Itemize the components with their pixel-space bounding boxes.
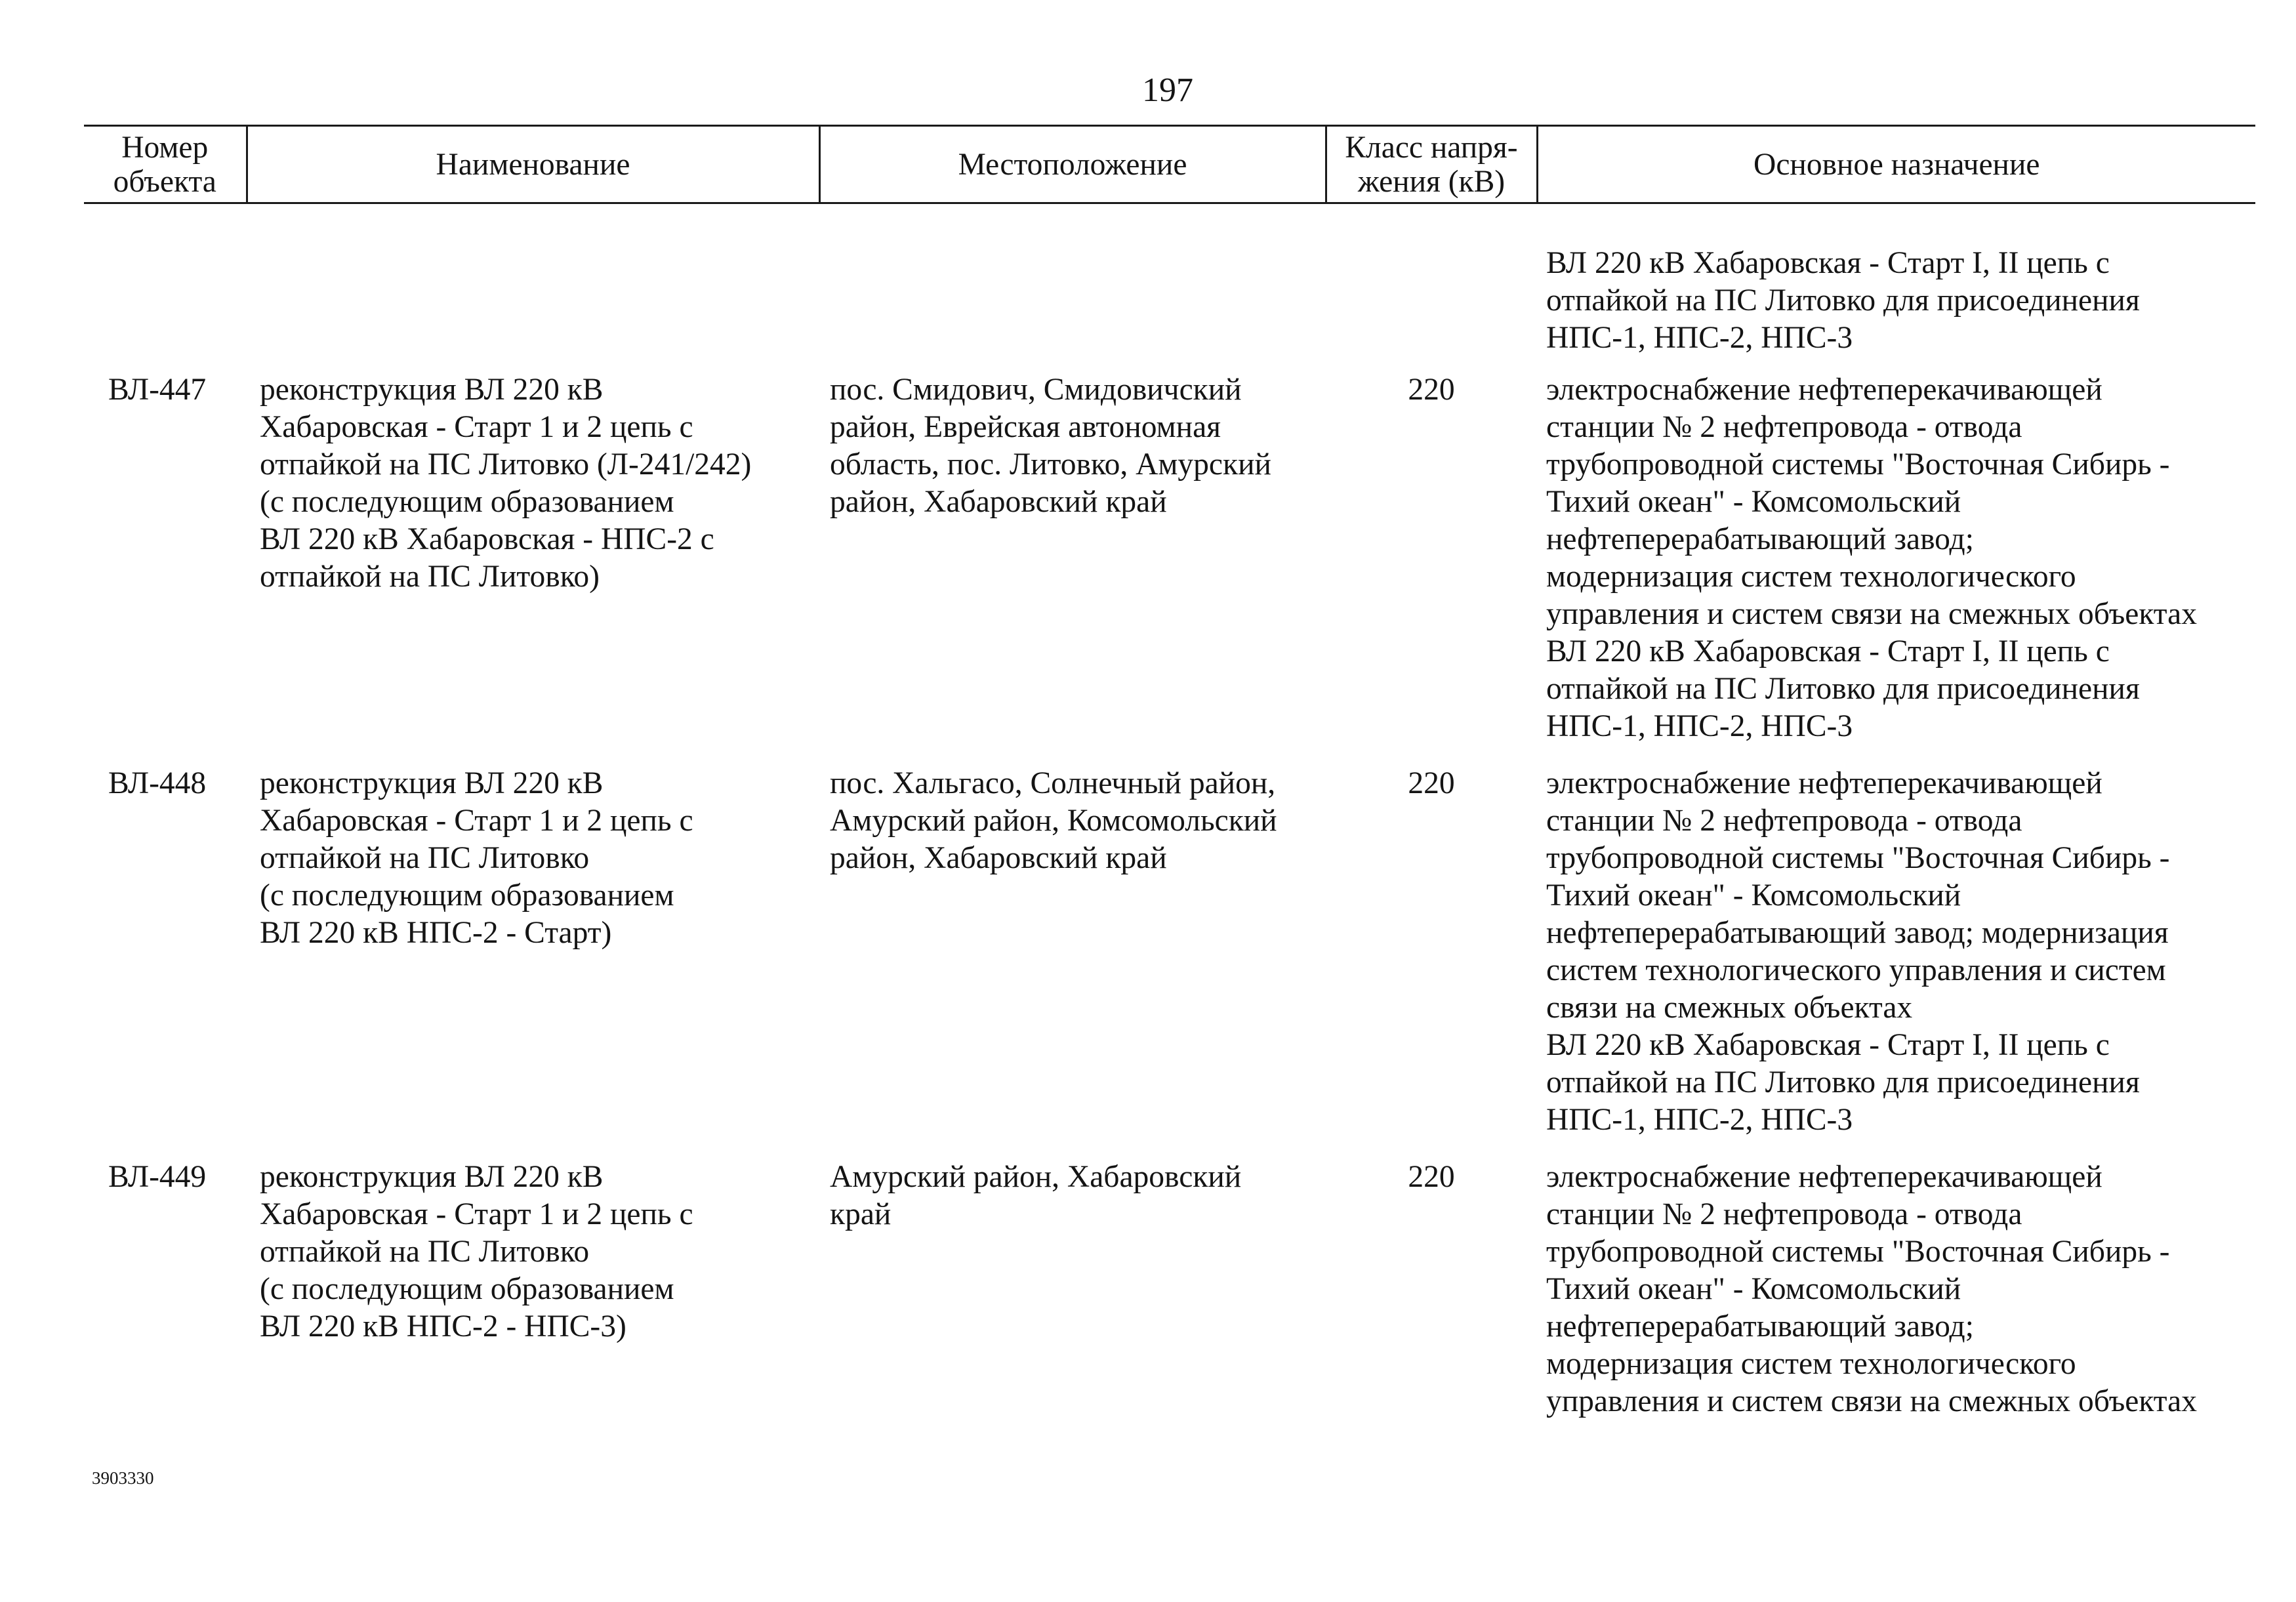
continuation-row xyxy=(84,203,2255,372)
continuation-location-cell xyxy=(819,203,1326,372)
header-name-label: Наименование xyxy=(436,147,630,182)
object-purpose: электроснабжение нефтеперекачивающей станции № 2 нефтепровода - отвода трубопроводной системы "Восточная Сибирь - Тихий океан" - Комсомольский нефтеперерабатывающий завод; модернизация систем технологического управления и систем связи на смежных объектах xyxy=(1546,1160,2197,1418)
table-row xyxy=(84,371,2255,765)
continuation-voltage-cell xyxy=(1326,203,1537,372)
continuation-number-cell xyxy=(84,203,247,372)
object-number: ВЛ-447 xyxy=(108,373,207,407)
document-code: 3903330 xyxy=(92,1468,154,1488)
object-location: Амурский район, Хабаровский край xyxy=(830,1160,1242,1231)
header-purpose-label: Основное назначение xyxy=(1753,147,2040,182)
header-number-label: Номер объекта xyxy=(113,130,216,199)
header-location xyxy=(819,126,1326,203)
object-number: ВЛ-448 xyxy=(108,766,207,800)
object-purpose: электроснабжение нефтеперекачивающей станции № 2 нефтепровода - отвода трубопроводной системы "Восточная Сибирь - Тихий океан" - Комсомольский нефтеперерабатывающий завод; модернизация систем технологического управления и систем связи на смежных объектах ВЛ 220 кВ Хабаровская - Старт I, II цепь с отпайкой на ПС Литовко для присоединения НПС-1, НПС-2, НПС-3 xyxy=(1546,766,2170,1137)
header-number xyxy=(84,126,247,203)
object-name: реконструкция ВЛ 220 кВ Хабаровская - Старт 1 и 2 цепь с отпайкой на ПС Литовко (с последующим образованием ВЛ 220 кВ НПС-2 - Старт) xyxy=(260,766,693,950)
table-body xyxy=(84,203,2255,1441)
object-voltage: 220 xyxy=(1408,1160,1455,1194)
object-purpose: электроснабжение нефтеперекачивающей станции № 2 нефтепровода - отвода трубопроводной системы "Восточная Сибирь - Тихий океан" - Комсомольский нефтеперерабатывающий завод; модернизация систем технологического управления и систем связи на смежных объектах ВЛ 220 кВ Хабаровская - Старт I, II цепь с отпайкой на ПС Литовко для присоединения НПС-1, НПС-2, НПС-3 xyxy=(1546,373,2197,743)
continuation-purpose-cell: ВЛ 220 кВ Хабаровская - Старт I, II цепь с отпайкой на ПС Литовко для присоединения НПС-1, НПС-2, НПС-3 xyxy=(1546,246,2140,355)
header-purpose xyxy=(1537,126,2255,203)
object-name: реконструкция ВЛ 220 кВ Хабаровская - Старт 1 и 2 цепь с отпайкой на ПС Литовко (Л-241/242) (с последующим образованием ВЛ 220 кВ Хабаровская - НПС-2 с отпайкой на ПС Литовко) xyxy=(260,373,752,594)
header-voltage xyxy=(1326,126,1537,203)
page-number: 197 xyxy=(1142,72,1193,109)
object-name: реконструкция ВЛ 220 кВ Хабаровская - Старт 1 и 2 цепь с отпайкой на ПС Литовко (с последующим образованием ВЛ 220 кВ НПС-2 - НПС-3) xyxy=(260,1160,693,1344)
header-location-label: Местоположение xyxy=(958,147,1187,182)
object-voltage: 220 xyxy=(1408,373,1455,407)
table-row xyxy=(84,1159,2255,1440)
table-header xyxy=(84,126,2255,203)
object-voltage: 220 xyxy=(1408,766,1455,800)
object-location: пос. Смидович, Смидовичский район, Еврейская автономная область, пос. Литовко, Амурский район, Хабаровский край xyxy=(830,373,1271,519)
header-name xyxy=(247,126,819,203)
header-voltage-label: Класс напря- жения (кВ) xyxy=(1345,130,1518,199)
object-location: пос. Хальгасо, Солнечный район, Амурский район, Комсомольский район, Хабаровский край xyxy=(830,766,1277,875)
objects-table xyxy=(84,125,2255,1440)
table-row xyxy=(84,765,2255,1159)
continuation-name-cell xyxy=(247,203,819,372)
object-number: ВЛ-449 xyxy=(108,1160,207,1194)
